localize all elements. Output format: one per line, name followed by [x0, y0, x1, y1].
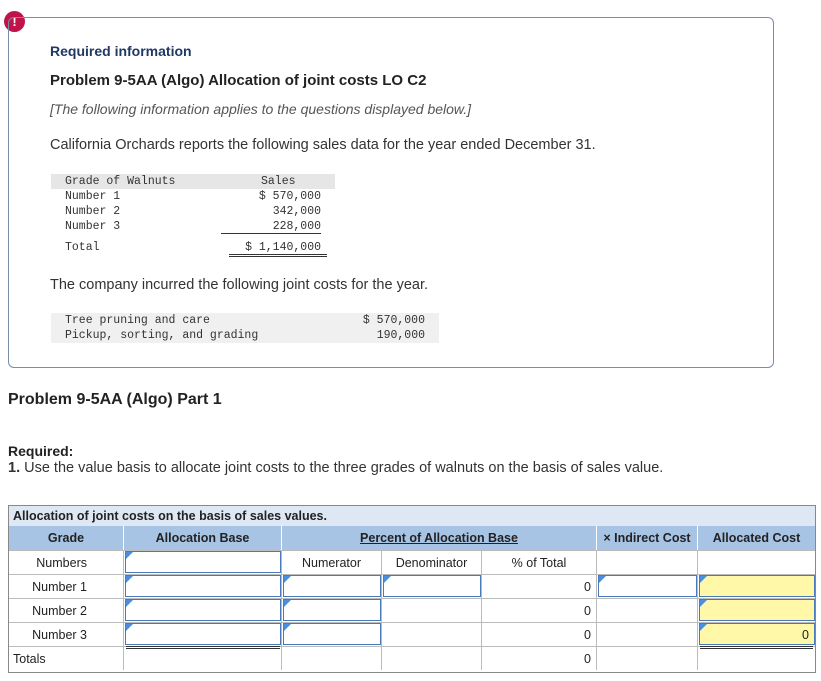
joint-costs-table	[51, 313, 439, 343]
cost-value: $ 570,000	[362, 314, 425, 327]
totals-label: Totals	[9, 646, 124, 670]
cell-blank	[382, 622, 482, 646]
info-note: [The following information applies to the questions displayed below.]	[50, 101, 472, 117]
totals-allocation-base	[124, 646, 282, 670]
totals-double-line	[700, 646, 813, 649]
grade-label: Number 3	[65, 220, 121, 233]
subheader-denominator: Denominator	[382, 550, 482, 574]
grade-label: Number 2	[65, 205, 121, 218]
table-row	[51, 219, 335, 234]
col-grade: Grade of Walnuts	[65, 175, 176, 188]
intro-text: California Orchards reports the following sales data for the year ended December 31.	[50, 137, 596, 153]
total-label: Total	[65, 241, 100, 254]
cell-blank	[382, 598, 482, 622]
sales-value: 228,000	[272, 220, 321, 233]
underline	[221, 233, 321, 234]
cell-blank	[382, 646, 482, 670]
joint-costs-intro: The company incurred the following joint costs for the year.	[50, 277, 428, 293]
table-row	[51, 313, 439, 328]
allocated-cost-3: 0	[699, 623, 815, 645]
cell-blank	[597, 622, 698, 646]
denominator-input-1[interactable]	[383, 575, 481, 597]
allocated-cost-1	[699, 575, 815, 597]
subheader-blank	[698, 550, 815, 574]
allocated-cost-2	[699, 599, 815, 621]
row-label-number-3: Number 3	[9, 622, 124, 646]
cell-blank	[597, 598, 698, 622]
table-row	[51, 204, 335, 219]
header-allocated-cost: Allocated Cost	[698, 526, 815, 550]
allocation-base-input-1[interactable]	[125, 575, 281, 597]
numerator-input-3[interactable]	[283, 623, 381, 645]
required-label: Required:	[8, 443, 74, 459]
cost-value: 190,000	[376, 329, 425, 342]
pct-total-1: 0	[482, 574, 597, 598]
total-value: $ 1,140,000	[245, 241, 321, 254]
required-text	[8, 460, 663, 476]
subheader-blank	[597, 550, 698, 574]
subheader-pct-total: % of Total	[482, 550, 597, 574]
cell-blank	[597, 646, 698, 670]
allocation-base-input-3[interactable]	[125, 623, 281, 645]
numerator-input-2[interactable]	[283, 599, 381, 621]
required-information-heading: Required information	[50, 43, 192, 59]
grade-label: Number 1	[65, 190, 121, 203]
cost-label: Tree pruning and care	[65, 314, 210, 327]
sales-value: $ 570,000	[258, 190, 321, 203]
required-instructions: Use the value basis to allocate joint costs to the three grades of walnuts on the basis of sales value.	[20, 460, 664, 476]
sales-value: 342,000	[272, 205, 321, 218]
col-sales: Sales	[261, 175, 296, 188]
part-title: Problem 9-5AA (Algo) Part 1	[8, 391, 222, 408]
alert-icon: !	[4, 11, 25, 32]
cell-blank	[282, 646, 382, 670]
numerator-input-1[interactable]	[283, 575, 381, 597]
header-allocation-base: Allocation Base	[124, 526, 282, 550]
pct-total-2: 0	[482, 598, 597, 622]
allocation-base-label-input[interactable]	[125, 551, 281, 573]
table-row	[51, 328, 439, 343]
problem-title: Problem 9-5AA (Algo) Allocation of joint costs LO C2	[50, 72, 427, 89]
grid-title: Allocation of joint costs on the basis of sales values.	[9, 506, 815, 526]
subheader-numbers: Numbers	[9, 550, 124, 574]
totals-allocated-cost	[698, 646, 815, 670]
row-label-number-1: Number 1	[9, 574, 124, 598]
header-percent-of-allocation-base: Percent of Allocation Base	[282, 526, 597, 550]
table-row	[51, 189, 335, 204]
row-label-number-2: Number 2	[9, 598, 124, 622]
required-number: 1.	[8, 460, 21, 476]
sales-table-header	[51, 174, 335, 189]
subheader-numerator: Numerator	[282, 550, 382, 574]
header-grade: Grade	[9, 526, 124, 550]
totals-double-line	[126, 646, 280, 649]
sales-table	[51, 174, 335, 257]
double-underline	[229, 254, 327, 257]
allocation-base-input-2[interactable]	[125, 599, 281, 621]
cost-label: Pickup, sorting, and grading	[65, 329, 259, 342]
indirect-cost-input[interactable]	[598, 575, 697, 597]
header-indirect-cost: × Indirect Cost	[597, 526, 698, 550]
totals-pct: 0	[482, 646, 597, 670]
total-row	[51, 239, 335, 257]
allocation-grid	[8, 505, 816, 673]
pct-total-3: 0	[482, 622, 597, 646]
